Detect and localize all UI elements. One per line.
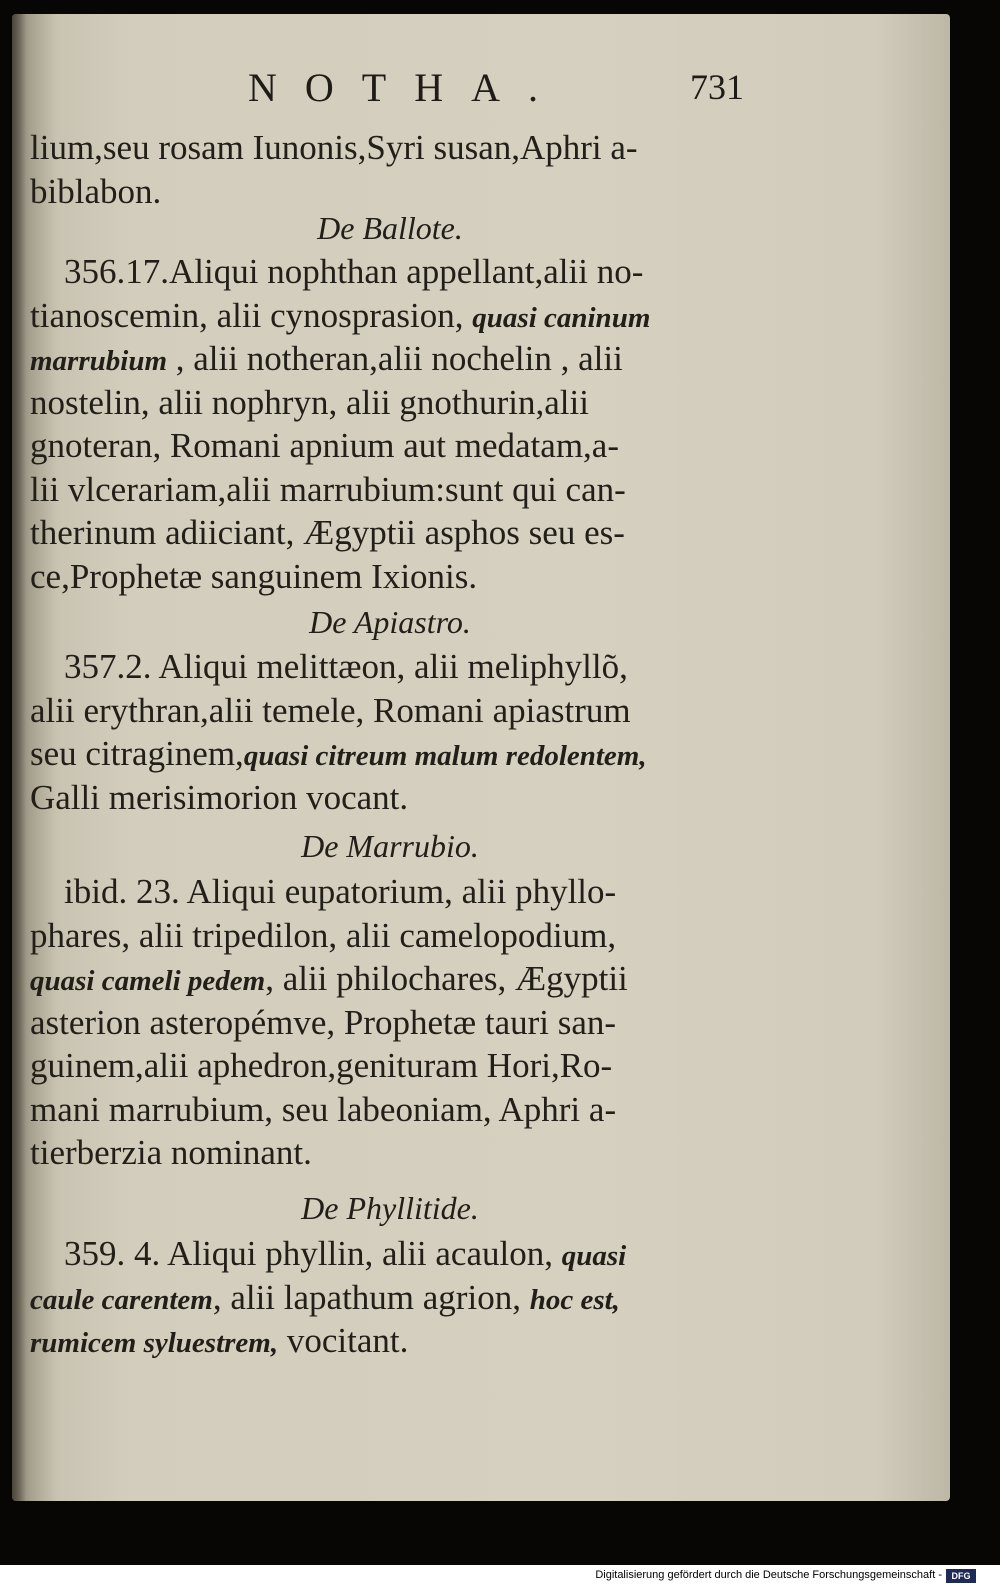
text-line bbox=[30, 294, 750, 338]
text-line: 357.2. Aliqui melittæon, alii meliphyllõ, bbox=[64, 647, 628, 686]
section-heading-phyllitide: De Phyllitide. bbox=[301, 1190, 479, 1226]
text-line bbox=[30, 1319, 750, 1363]
paragraph-phyllitide bbox=[30, 1232, 750, 1363]
text-line: 356.17.Aliqui nophthan appellant,alii no- bbox=[64, 252, 644, 291]
text-span: vocitant. bbox=[278, 1321, 409, 1360]
text-line: ce,Prophetæ sanguinem Ixionis. bbox=[30, 556, 478, 596]
text-line: lium,seu rosam Iunonis,Syri susan,Aphri a- bbox=[30, 128, 638, 167]
text-line: asterion asteropémve, Prophetæ tauri san- bbox=[30, 1002, 617, 1042]
text-line: alii erythran,alii temele, Romani apiastrum bbox=[30, 690, 631, 730]
italic-span: hoc est, bbox=[529, 1283, 620, 1316]
text-line: biblabon. bbox=[30, 171, 162, 211]
text-line: nostelin, alii nophryn, alii gnothurin,alii bbox=[30, 382, 589, 422]
paragraph-continuation bbox=[30, 126, 750, 213]
text-line bbox=[30, 1232, 750, 1276]
text-span: , alii philochares, Ægyptii bbox=[265, 959, 628, 998]
italic-span: quasi caninum bbox=[472, 301, 651, 334]
paragraph-ballote bbox=[30, 250, 750, 598]
running-head: NOTHA. bbox=[248, 65, 566, 110]
text-line: gnoteran, Romani apnium aut medatam,a- bbox=[30, 426, 619, 465]
text-span: , alii lapathum agrion, bbox=[212, 1277, 530, 1317]
text-line: ibid. 23. Aliqui eupatorium, alii phyllo- bbox=[64, 872, 617, 911]
text-line bbox=[30, 1276, 750, 1320]
italic-span: quasi cameli pedem bbox=[30, 965, 266, 997]
text-line bbox=[30, 957, 750, 1001]
text-span: , alii notheran,alii nochelin , alii bbox=[167, 339, 623, 378]
italic-span: quasi citreum malum redolentem, bbox=[243, 740, 647, 772]
section-heading-marrubio: De Marrubio. bbox=[301, 828, 479, 864]
text-line: tierberzia nominant. bbox=[30, 1133, 312, 1172]
text-line: therinum adiiciant, Ægyptii asphos seu es- bbox=[30, 513, 625, 552]
paragraph-apiastro bbox=[30, 645, 750, 819]
italic-span: quasi bbox=[561, 1240, 627, 1272]
italic-span: marrubium bbox=[30, 345, 167, 377]
text-line: lii vlcerariam,alii marrubium:sunt qui can- bbox=[30, 469, 626, 509]
section-heading-ballote: De Ballote. bbox=[317, 210, 463, 246]
italic-span: caule carentem bbox=[30, 1283, 213, 1316]
dfg-logo: DFG bbox=[946, 1569, 976, 1583]
digitization-credit: Digitalisierung gefördert durch die Deutsche Forschungsgemeinschaft - bbox=[595, 1569, 942, 1581]
text-span: tianoscemin, alii cynosprasion, bbox=[30, 295, 473, 335]
text-span: 359. 4. Aliqui phyllin, alii acaulon, bbox=[64, 1234, 562, 1273]
text-line: Galli merisimorion vocant. bbox=[30, 777, 409, 817]
text-line: mani marrubium, seu labeoniam, Aphri a- bbox=[30, 1089, 617, 1129]
paragraph-marrubio bbox=[30, 870, 750, 1175]
page-gutter-shadow bbox=[12, 14, 26, 1501]
text-span: seu citraginem, bbox=[30, 734, 244, 773]
page-number: 731 bbox=[690, 67, 744, 107]
italic-span: rumicem syluestrem, bbox=[30, 1327, 279, 1359]
text-line bbox=[30, 337, 750, 381]
text-line: phares, alii tripedilon, alii camelopodium, bbox=[30, 915, 617, 955]
section-heading-apiastro: De Apiastro. bbox=[309, 604, 471, 640]
text-line: guinem,alii aphedron,genituram Hori,Ro- bbox=[30, 1046, 613, 1085]
text-line bbox=[30, 732, 750, 776]
